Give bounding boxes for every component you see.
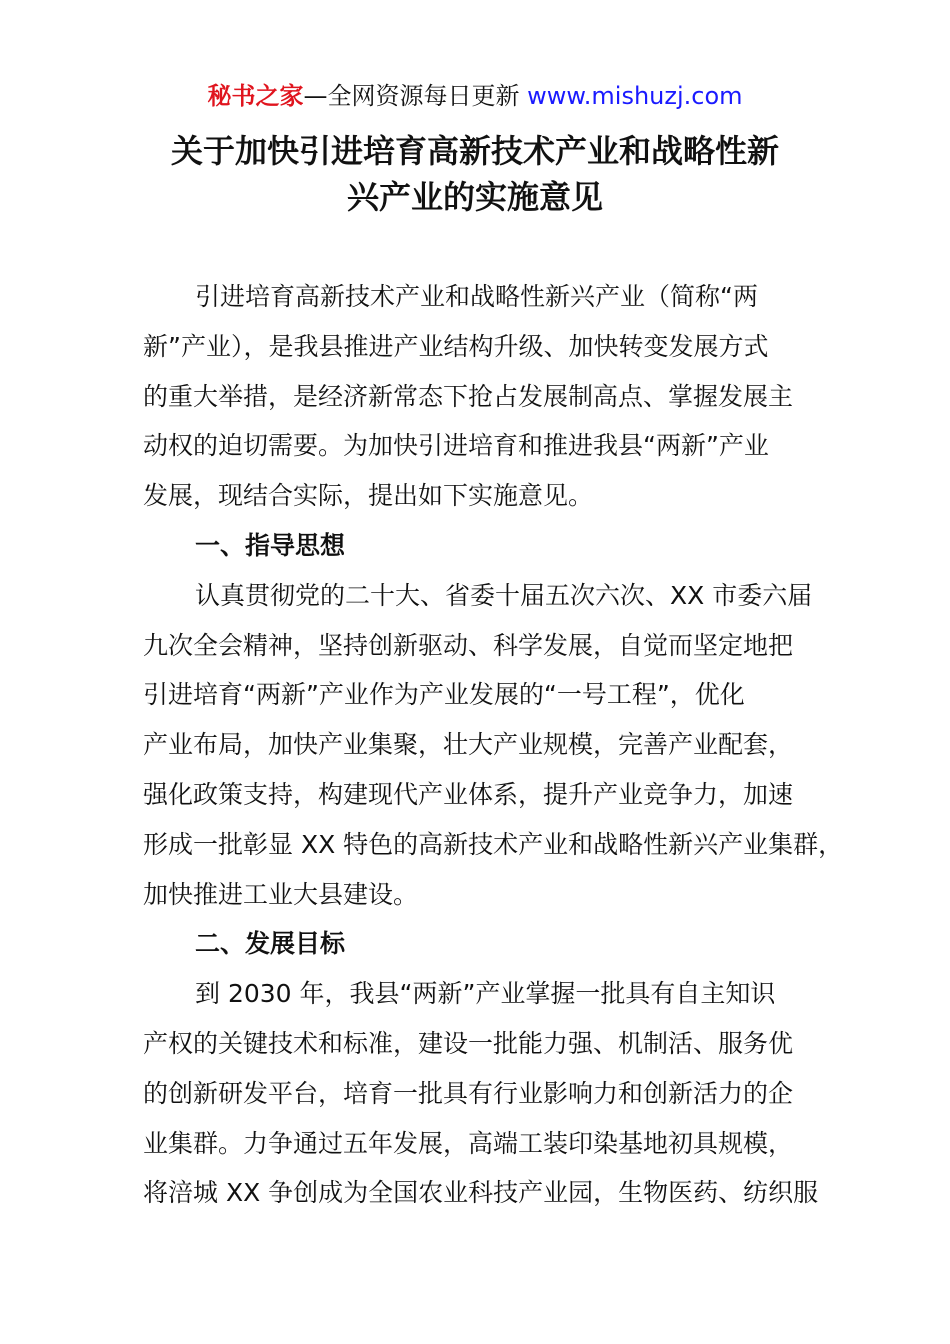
section-heading-guiding-ideology: 一、指导思想 bbox=[195, 530, 346, 560]
paragraph-line: 发展，现结合实际，提出如下实施意见。 bbox=[143, 481, 594, 511]
paragraph-line: 动权的迫切需要。为加快引进培育和推进我县“两新”产业 bbox=[143, 431, 769, 461]
section-heading-development-goals: 二、发展目标 bbox=[195, 929, 346, 959]
header-tagline: —全网资源每日更新 bbox=[303, 82, 520, 110]
document-body bbox=[143, 272, 844, 1218]
paragraph-line: 业集群。力争通过五年发展，高端工装印染基地初具规模， bbox=[143, 1128, 794, 1158]
paragraph-line: 形成一批彰显 XX 特色的高新技术产业和战略性新兴产业集群， bbox=[143, 829, 844, 859]
paragraph-line: 产业布局，加快产业集聚，壮大产业规模，完善产业配套， bbox=[143, 730, 794, 760]
paragraph-line: 强化政策支持，构建现代产业体系，提升产业竞争力，加速 bbox=[143, 779, 794, 809]
paragraph-line: 引进培育高新技术产业和战略性新兴产业（简称“两 bbox=[195, 282, 758, 311]
site-url[interactable]: www.mishuzj.com bbox=[527, 82, 743, 110]
paragraph-line: 加快推进工业大县建设。 bbox=[143, 879, 419, 909]
paragraph-line: 到 2030 年，我县“两新”产业掌握一批具有自主知识 bbox=[195, 979, 776, 1009]
title-line-2: 兴产业的实施意见 bbox=[346, 178, 603, 216]
paragraph-line: 将涪城 XX 争创成为全国农业科技产业园，生物医药、纺织服 bbox=[143, 1178, 819, 1208]
site-header bbox=[0, 80, 950, 112]
paragraph-line: 的创新研发平台，培育一批具有行业影响力和创新活力的企 bbox=[143, 1078, 794, 1108]
paragraph-line: 认真贯彻党的二十大、省委十届五次六次、XX 市委六届 bbox=[195, 580, 813, 610]
document-title bbox=[60, 128, 890, 220]
paragraph-line: 引进培育“两新”产业作为产业发展的“一号工程”，优化 bbox=[143, 680, 745, 710]
paragraph-line: 九次全会精神，坚持创新驱动、科学发展，自觉而坚定地把 bbox=[143, 630, 794, 660]
paragraph-line: 产权的关键技术和标准，建设一批能力强、机制活、服务优 bbox=[143, 1028, 794, 1058]
paragraph-line: 的重大举措，是经济新常态下抢占发展制高点、掌握发展主 bbox=[143, 381, 794, 411]
title-line-1: 关于加快引进培育高新技术产业和战略性新 bbox=[170, 132, 779, 170]
paragraph-line: 新”产业），是我县推进产业结构升级、加快转变发展方式 bbox=[143, 331, 769, 361]
brand-name: 秘书之家 bbox=[207, 82, 304, 110]
